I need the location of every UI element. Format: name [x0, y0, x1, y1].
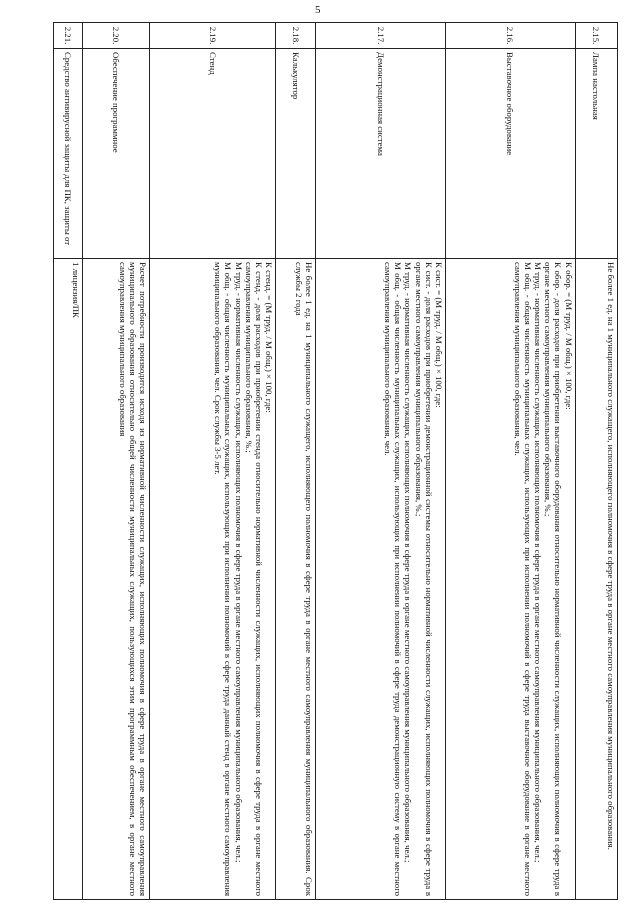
item-description — [446, 259, 576, 900]
item-description — [316, 259, 446, 900]
row-number: 2.20. — [83, 23, 150, 49]
row-number: 2.19. — [150, 23, 276, 49]
description-line: К обор. - доля расходов при приобретении выставочного оборудования относительно нормативной численности служащих, исполняющих полномочия в сфере труда в органе местного самоуправления муниципального образования, %.; — [543, 262, 564, 896]
table-row — [316, 23, 446, 900]
norms-table — [53, 22, 618, 900]
item-description: Расчет потребности производится исходя из нормативной численности служащих, исполняющих полномочия в сфере труда в органе местного самоуправления муниципального образования относительно общей численности муниципальных служащих, пользующихся этим программным обеспечением, в органе местного самоуправления муниципального образования — [83, 259, 150, 900]
row-number: 2.17. — [316, 23, 446, 49]
description-line: М труд. - нормативная численность служащих, исполняющих полномочия в сфере труда в органе местного самоуправления муниципального образования, чел.; — [532, 262, 543, 863]
table-row — [575, 23, 617, 900]
rotated-table-container — [53, 22, 618, 900]
item-description: Не более 1 ед. на 1 муниципального служащего, исполняющего полномочия в сфере труда в органе местного самоуправления муниципального образования. Срок службы 2 года — [276, 259, 316, 900]
item-description: 1 лицензия/ПК — [54, 259, 83, 900]
table-row — [276, 23, 316, 900]
description-line: М общ. - общая численность муниципальных служащих, использующих при исполнении полномочий в сфере труда демонстрационную систему в органе местного самоуправления муниципального образования, чел. — [383, 262, 404, 896]
item-name: Лампа настольная — [575, 49, 617, 259]
row-number: 2.18. — [276, 23, 316, 49]
description-line: К сист. = (М труд. / М общ.) × 100, где: — [434, 262, 445, 408]
item-name: Стенд — [150, 49, 276, 259]
item-name: Калькулятор — [276, 49, 316, 259]
row-number: 2.21. — [54, 23, 83, 49]
description-line: М общ. - общая численность муниципальных служащих, использующих при исполнении полномочий в сфере труда выставочное оборудование в органе местного самоуправления муниципального образования, чел. — [512, 262, 533, 896]
item-name: Обеспечение программное — [83, 49, 150, 259]
row-number: 2.16. — [446, 23, 576, 49]
table-row — [54, 23, 83, 900]
page-number: 5 — [315, 4, 321, 16]
item-description — [150, 259, 276, 900]
table-row — [83, 23, 150, 900]
description-line: К стенд. = (М труд. / М общ.) × 100, где: — [264, 262, 275, 413]
item-description: Не более 1 ед. на 1 муниципального служащего, исполняющего полномочия в сфере труда в органе местного самоуправления муниципального образования. — [575, 259, 617, 900]
table-row — [150, 23, 276, 900]
description-line: М труд. - нормативная численность служащих, исполняющих полномочия в сфере труда в органе местного самоуправления муниципального образования, чел.; — [403, 262, 414, 863]
item-name: Демонстрационная система — [316, 49, 446, 259]
description-line: К обор. = (М труд. / М общ.) × 100, где: — [563, 262, 574, 410]
row-number: 2.15. — [575, 23, 617, 49]
description-line: М общ. - общая численность муниципальных служащих, использующих при исполнении полномочий в сфере труда данный стенд в органе местного самоуправления муниципального образования, чел. Срок службы 3-5 лет. — [213, 262, 234, 896]
item-name: Средство антивирусной защиты для ПК, защиты от — [54, 49, 83, 259]
description-line: К сист. - доля расходов при приобретении демонстрационной системы относительно нормативной численности служащих, исполняющих полномочия в сфере труда в органе местного самоуправления муниципального образования, %.; — [413, 262, 434, 896]
item-name: Выставочное оборудование — [446, 49, 576, 259]
table-row — [446, 23, 576, 900]
description-line: К стенд. - доля расходов при приобретении стенда относительно нормативной численности служащих, исполняющих полномочия в сфере труда в органе местного самоуправления муниципального образования, %.; — [243, 262, 265, 896]
description-line: М труд. - нормативная численность служащих, исполняющих полномочия в сфере труда в органе местного самоуправления муниципального образования, чел.; — [233, 262, 244, 863]
